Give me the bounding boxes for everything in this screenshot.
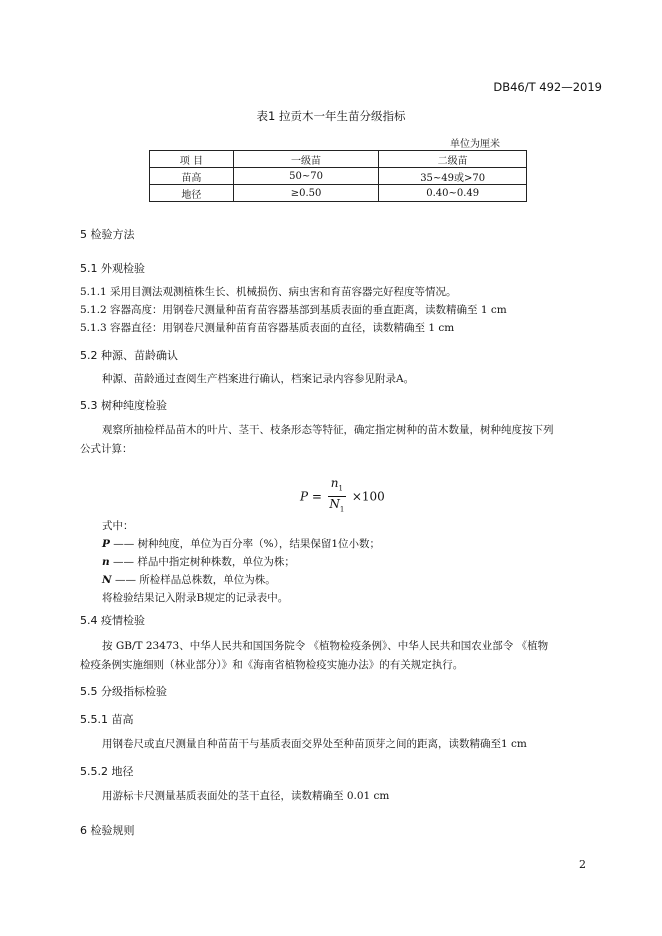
section-5-4-text-line1: 按 GB/T 23473、中华人民共和国国务院令 《植物检疫条例》、中华人民共和国农业部令 《植物	[102, 640, 549, 652]
section-5-heading: 5 检验方法	[80, 228, 135, 241]
record-note: 将检验结果记入附录B规定的记录表中。	[102, 592, 289, 604]
section-5-5-1-heading: 5.5.1 苗高	[80, 713, 134, 726]
variable-description: —— 所检样品总株数，单位为株。	[114, 574, 276, 586]
table-unit: 单位为厘米	[450, 139, 500, 150]
table-cell: 苗高	[150, 168, 234, 185]
formula-fraction	[328, 476, 346, 518]
section-5-5-heading: 5.5 分级指标检验	[80, 685, 167, 698]
formula-numerator-subscript: 1	[338, 484, 343, 493]
formula-rhs: ×100	[351, 489, 385, 504]
table-header-cell: 项 目	[150, 151, 234, 168]
table-header-cell: 一级苗	[233, 151, 379, 168]
variable-symbol: n	[102, 556, 110, 568]
table-cell: 地径	[150, 185, 234, 202]
formula-lhs: P =	[300, 489, 322, 504]
table-cell: 0.40~0.49	[379, 185, 527, 202]
grading-table	[149, 150, 527, 202]
table-title: 表1 拉贡木一年生苗分级指标	[256, 109, 406, 123]
page-number: 2	[579, 858, 586, 871]
table-cell: 50~70	[233, 168, 379, 185]
section-6-heading: 6 检验规则	[80, 824, 135, 837]
table-header-cell: 二级苗	[379, 151, 527, 168]
table-cell: ≥0.50	[233, 185, 379, 202]
variable-definition	[102, 552, 295, 572]
section-5-5-1-text: 用钢卷尺或直尺测量自种苗苗干与基质表面交界处至种苗顶芽之间的距离，读数精确至1 cm	[102, 738, 527, 750]
section-5-3-text-line1: 观察所抽检样品苗木的叶片、茎干、枝条形态等特征，确定指定树种的苗木数量，树种纯度按下列	[102, 424, 554, 436]
section-5-2-heading: 5.2 种源、苗龄确认	[80, 349, 178, 362]
section-5-3-heading: 5.3 树种纯度检验	[80, 399, 167, 412]
table-row	[150, 185, 527, 202]
variable-description: —— 样品中指定树种株数，单位为株；	[112, 556, 295, 568]
variable-symbol: N	[102, 574, 112, 586]
table-header-row	[150, 151, 527, 168]
formula-numerator: n	[330, 476, 339, 490]
variable-symbol: P	[102, 538, 110, 550]
standard-number: DB46/T 492—2019	[493, 80, 602, 94]
section-5-5-2-text: 用游标卡尺测量基质表面处的茎干直径，读数精确至 0.01 cm	[102, 790, 390, 802]
section-5-5-2-heading: 5.5.2 地径	[80, 765, 134, 778]
where-label: 式中：	[102, 520, 134, 532]
clause-5-1-2: 5.1.2 容器高度：用钢卷尺测量种苗育苗容器基部到基质表面的垂直距离，读数精确至 1 cm	[80, 304, 507, 316]
formula-denominator-subscript: 1	[339, 505, 345, 514]
clause-5-1-1: 5.1.1 采用目测法观测植株生长、机械损伤、病虫害和育苗容器完好程度等情况。	[80, 286, 457, 298]
section-5-3-text-line2: 公式计算：	[80, 443, 133, 455]
clause-5-1-3: 5.1.3 容器直径：用钢卷尺测量种苗育苗容器基质表面的直径，读数精确至 1 cm	[80, 322, 455, 334]
purity-formula	[300, 476, 385, 518]
table-cell: 35~49或>70	[379, 168, 527, 185]
variable-description: —— 树种纯度，单位为百分率（%），结果保留1位小数；	[113, 538, 380, 550]
section-5-4-text-line2: 检疫条例实施细则（林业部分）》和《海南省植物检疫实施办法》的有关规定执行。	[80, 659, 464, 671]
variable-definition	[102, 534, 380, 554]
section-5-1-heading: 5.1 外观检验	[80, 262, 145, 275]
table-row	[150, 168, 527, 185]
section-5-2-text: 种源、苗龄通过查阅生产档案进行确认，档案记录内容参见附录A。	[102, 373, 415, 385]
formula-denominator: N	[329, 497, 340, 512]
section-5-4-heading: 5.4 疫情检验	[80, 614, 145, 627]
variable-definition	[102, 570, 276, 590]
